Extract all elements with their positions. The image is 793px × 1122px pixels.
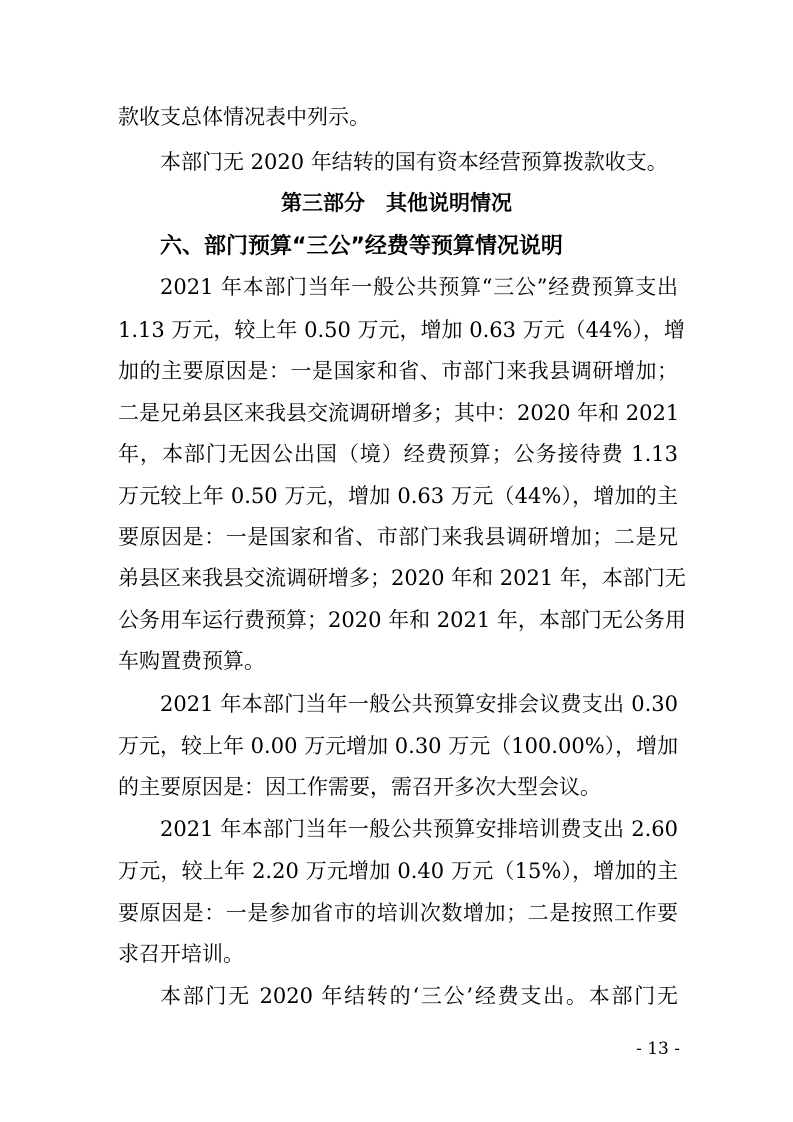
body-line: 要原因是：一是国家和省、市部门来我县调研增加；二是兄 [118,525,678,549]
body-line: 求召开培训。 [118,942,244,966]
body-line: 加的主要原因是：一是国家和省、市部门来我县调研增加； [118,359,678,383]
body-line: 2021 年本部门当年一般公共预算安排培训费支出 2.60 [160,817,678,841]
body-line: 万元，较上年 2.20 万元增加 0.40 万元（15%），增加的主 [118,859,678,883]
body-line: 公务用车运行费预算；2020 年和 2021 年，本部门无公务用 [118,608,686,632]
body-line: 万元较上年 0.50 万元，增加 0.63 万元（44%），增加的主 [118,484,678,508]
body-line: 万元，较上年 0.00 万元增加 0.30 万元（100.00%），增加 [118,734,679,758]
body-line: 2021 年本部门当年一般公共预算安排会议费支出 0.30 [160,692,678,716]
section-heading: 第三部分 其他说明情况 [281,191,512,215]
body-line: 车购置费预算。 [118,649,265,673]
body-line: 2021 年本部门当年一般公共预算“三公”经费预算支出 [160,275,678,299]
body-line: 要原因是：一是参加省市的培训次数增加；二是按照工作要 [118,901,678,925]
body-line: 本部门无 2020 年结转的‘三公’经费支出。本部门无 [160,984,678,1008]
subsection-heading: 六、部门预算“三公”经费等预算情况说明 [160,234,563,259]
body-line: 款收支总体情况表中列示。 [118,105,370,129]
body-line: 年，本部门无因公出国（境）经费预算；公务接待费 1.13 [118,442,678,466]
body-line: 1.13 万元，较上年 0.50 万元，增加 0.63 万元（44%），增 [118,318,685,342]
body-line: 本部门无 2020 年结转的国有资本经营预算拨款收支。 [160,150,668,174]
body-line: 二是兄弟县区来我县交流调研增多；其中：2020 年和 2021 [118,401,680,425]
body-line: 弟县区来我县交流调研增多；2020 年和 2021 年，本部门无 [118,566,686,590]
page-number: - 13 - [636,1039,680,1059]
body-line: 的主要原因是：因工作需要，需召开多次大型会议。 [118,775,601,799]
